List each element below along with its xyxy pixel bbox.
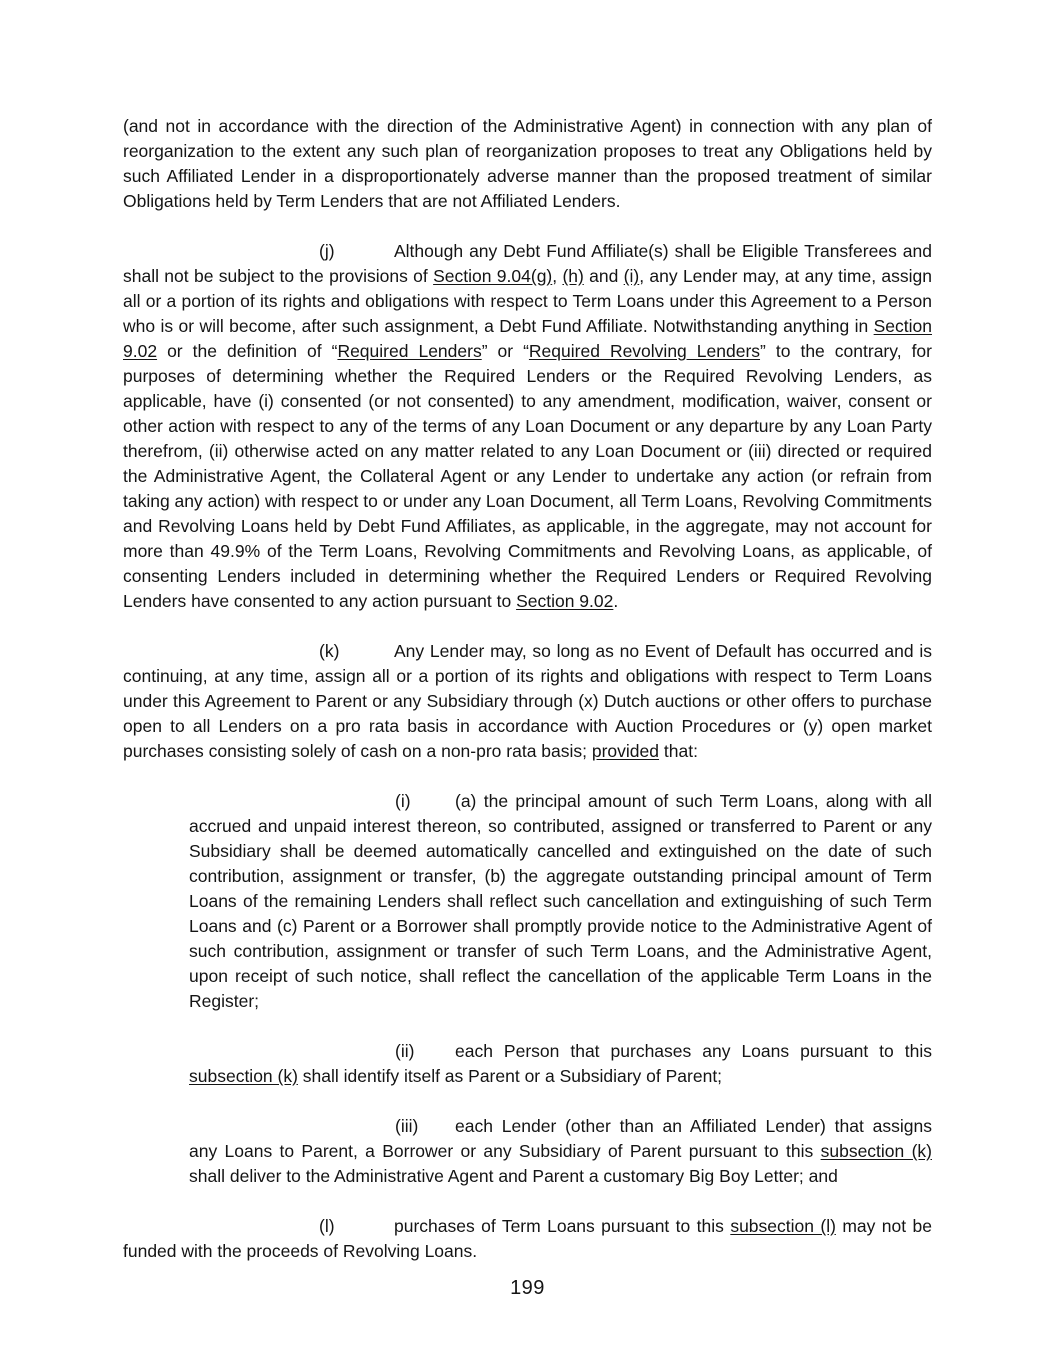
text-run: . xyxy=(613,591,619,611)
text-run: ” or “ xyxy=(481,341,529,361)
underlined-reference: Section 9.02 xyxy=(123,316,932,361)
text-run: purchases of Term Loans pursuant to this xyxy=(394,1216,731,1236)
underlined-reference: Section 9.04(g) xyxy=(433,266,553,286)
paragraph-marker: (j) xyxy=(319,241,335,261)
text-run: each Lender (other than an Affiliated Lender) that assigns any Loans to Parent, a Borrower or any Subsidiary of Parent pursuant to this xyxy=(189,1116,932,1161)
underlined-reference: (h) xyxy=(562,266,584,286)
paragraph-marker: (l) xyxy=(319,1216,335,1236)
text-run: , xyxy=(552,266,563,286)
underlined-reference: subsection (l) xyxy=(730,1216,836,1236)
paragraph-marker: (i) xyxy=(395,791,411,811)
text-run: may not be funded with the proceeds of Revolving Loans. xyxy=(123,1216,932,1261)
page-number: 199 xyxy=(510,1277,545,1299)
paragraph-l xyxy=(123,1214,932,1264)
paragraph-k-ii xyxy=(189,1039,932,1089)
underlined-reference: subsection (k) xyxy=(189,1066,298,1086)
underlined-reference: provided xyxy=(591,741,660,761)
text-run: that: xyxy=(659,741,698,761)
text-run: or the definition of “ xyxy=(157,341,338,361)
paragraph-k-iii xyxy=(189,1114,932,1189)
paragraph-k xyxy=(123,639,932,764)
text-run: (and not in accordance with the direction of the Administrative Agent) in connection with any plan of reorganization to the extent any such plan of reorganization proposes to treat any Obligations held by such Affiliated Lender in a disproportionately adverse manner than the proposed treatment of similar Obligations held by Term Lenders that are not Affiliated Lenders. xyxy=(123,116,932,211)
underlined-reference: subsection (k) xyxy=(820,1141,932,1161)
underlined-reference: Required Revolving Lenders xyxy=(528,341,761,361)
text-run: ” to the contrary, for purposes of determining whether the Required Lenders or the Required Revolving Lenders, as applicable, have (i) consented (or not consented) to any amendment, modification, waiver, consent or other action with respect to any of the terms of any Loan Document or any departure by any Loan Party therefrom, (ii) otherwise acted on any matter related to any Loan Document or (iii) directed or required the Administrative Agent, the Collateral Agent or any Lender to undertake any action (or refrain from taking any action) with respect to or under any Loan Document, all Term Loans, Revolving Commitments and Revolving Loans held by Debt Fund Affiliates, as applicable, in the aggregate, may not account for more than 49.9% of the Term Loans, Revolving Commitments and Revolving Loans, as applicable, of consenting Lenders included in determining whether the Required Lenders or Required Revolving Lenders have consented to any action pursuant to xyxy=(123,341,932,611)
text-run: each Person that purchases any Loans pursuant to this xyxy=(455,1041,932,1061)
paragraph-marker: (iii) xyxy=(395,1116,419,1136)
text-run: Any Lender may, so long as no Event of Default has occurred and is continuing, at any time, assign all or a portion of its rights and obligations with respect to Term Loans under this Agreement to Parent or any Subsidiary through (x) Dutch auctions or other offers to purchase open to all Lenders on a pro rata basis in accordance with Auction Procedures or (y) open market purchases consisting solely of cash on a non-pro rata basis; xyxy=(123,641,932,761)
document-body xyxy=(123,114,932,1264)
text-run: shall identify itself as Parent or a Subsidiary of Parent; xyxy=(297,1066,723,1086)
paragraph-marker: (ii) xyxy=(395,1041,415,1061)
underlined-reference: (i) xyxy=(623,266,640,286)
text-run: , any Lender may, at any time, assign all or a portion of its rights and obligations with respect to Term Loans under this Agreement to a Person who is or will become, after such assignment, a Debt Fund Affiliate. Notwithstanding anything in xyxy=(123,266,932,336)
paragraph-marker: (k) xyxy=(319,641,340,661)
paragraph-continuation xyxy=(123,114,932,214)
underlined-reference: Required Lenders xyxy=(337,341,482,361)
underlined-reference: Section 9.02 xyxy=(516,591,614,611)
paragraph-k-i xyxy=(189,789,932,1014)
paragraph-j xyxy=(123,239,932,614)
text-run: shall deliver to the Administrative Agent and Parent a customary Big Boy Letter; and xyxy=(189,1166,838,1186)
text-run: and xyxy=(583,266,624,286)
text-run: (a) the principal amount of such Term Loans, along with all accrued and unpaid interest thereon, so contributed, assigned or transferred to Parent or any Subsidiary shall be deemed automatically cancelled and extinguished on the date of such contribution, assignment or transfer, (b) the aggregate outstanding principal amount of Term Loans of the remaining Lenders shall reflect such cancellation and extinguishing of such Term Loans and (c) Parent or a Borrower shall promptly provide notice to the Administrative Agent of such contribution, assignment or transfer of such Term Loans, and the Administrative Agent, upon receipt of such notice, shall reflect the cancellation of the applicable Term Loans in the Register; xyxy=(189,791,932,1011)
text-run: Although any Debt Fund Affiliate(s) shall be Eligible Transferees and shall not be subject to the provisions of xyxy=(123,241,932,286)
